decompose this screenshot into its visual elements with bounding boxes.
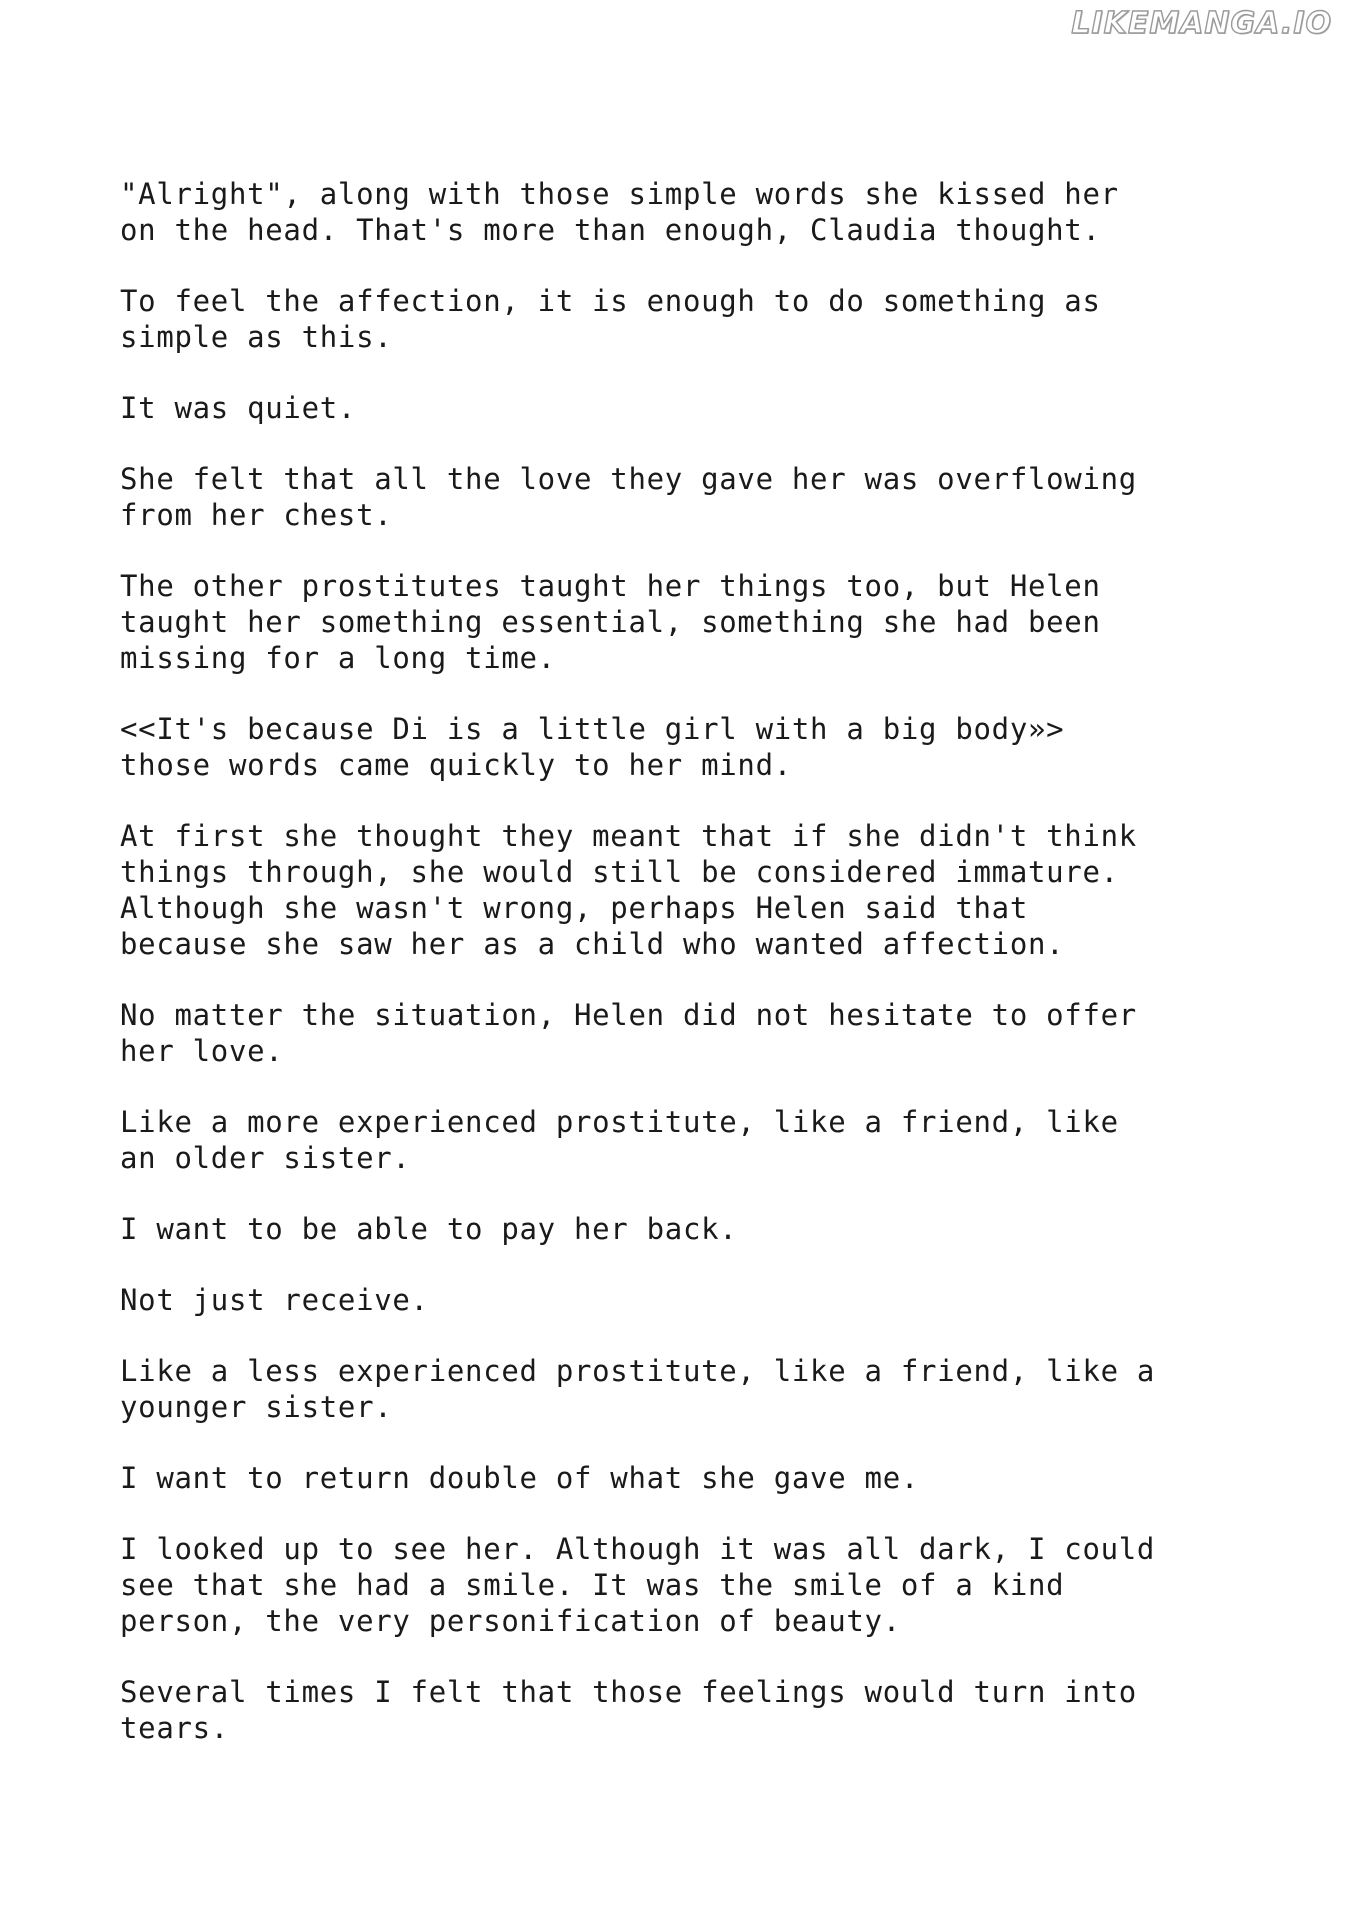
paragraph: I want to return double of what she gave me. [120,1461,920,1495]
paragraph: At first she thought they meant that if she didn't think things through, she would still be considered immature. Although she wasn't wrong, perhaps Helen said that because she saw her as a child who wanted affection. [120,819,1137,961]
paragraph: Like a more experienced prostitute, like a friend, like an older sister. [120,1105,1119,1175]
paragraph: I want to be able to pay her back. [120,1212,738,1246]
paragraph: Like a less experienced prostitute, like a friend, like a younger sister. [120,1354,1156,1424]
paragraph: To feel the affection, it is enough to do something as simple as this. [120,284,1101,354]
paragraph: I looked up to see her. Although it was all dark, I could see that she had a smile. It was the smile of a kind person, the very personification of beauty. [120,1532,1156,1638]
paragraph: No matter the situation, Helen did not hesitate to offer her love. [120,998,1137,1068]
paragraph: The other prostitutes taught her things too, but Helen taught her something essential, something she had been missing for a long time. [120,569,1101,675]
paragraph: It was quiet. [120,391,357,425]
site-watermark: LIKEMANGA.IO [1071,6,1332,41]
paragraph: She felt that all the love they gave her was overflowing from her chest. [120,462,1137,532]
paragraph: Several times I felt that those feelings would turn into tears. [120,1675,1137,1745]
paragraph: "Alright", along with those simple words she kissed her on the head. That's more than enough, Claudia thought. [120,177,1119,247]
story-text [120,176,1250,1781]
paragraph: <<It's because Di is a little girl with a big body»> those words came quickly to her mind. [120,712,1065,782]
paragraph: Not just receive. [120,1283,429,1317]
